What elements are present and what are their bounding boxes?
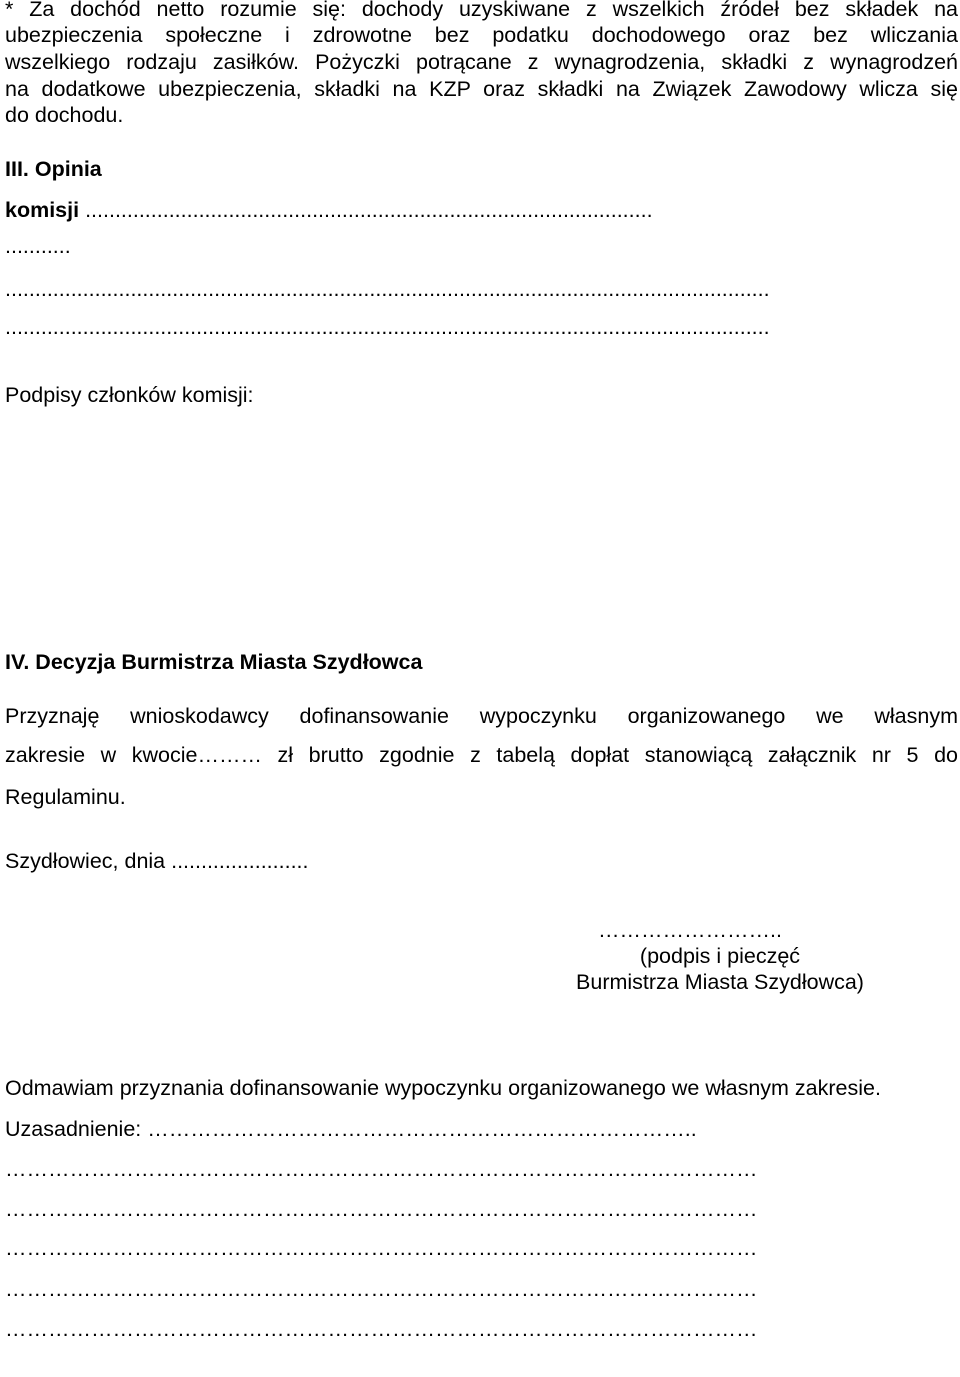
- section-3-heading: III. Opinia: [5, 157, 102, 181]
- place-date: Szydłowiec, dnia .......................: [5, 849, 309, 873]
- justification-dots: …………………………………………………………………..: [147, 1117, 697, 1141]
- grant-line-3: Regulaminu.: [5, 785, 126, 809]
- justification-dots-line: ……………………………………………………………………………………………: [5, 1157, 758, 1181]
- justification-dots-line: ……………………………………………………………………………………………: [5, 1277, 758, 1301]
- footnote-line-1: * Za dochód netto rozumie się: dochody uzyskiwane z wszelkich źródeł bez składek na: [5, 0, 958, 21]
- opinion-dots-line-2: ...........: [5, 234, 71, 258]
- footnote-line-3: wszelkiego rodzaju zasiłków. Pożyczki potrącane z wynagrodzenia, składki z wynagrodzeń: [5, 50, 958, 74]
- justification-dots-line: ……………………………………………………………………………………………: [5, 1317, 758, 1341]
- signature-caption-line-1: (podpis i pieczęć: [639, 944, 801, 968]
- justification-dots-line: ……………………………………………………………………………………………: [5, 1236, 758, 1260]
- komisji-dots: ...............................................................................................: [85, 198, 653, 222]
- grant-line-1: Przyznaję wnioskodawcy dofinansowanie wypoczynku organizowanego we własnym: [5, 704, 958, 728]
- signature-caption-line-2: Burmistrza Miasta Szydłowca): [576, 970, 864, 994]
- justification-dots-line: ……………………………………………………………………………………………: [5, 1197, 758, 1221]
- footnote-line-2: ubezpieczenia społeczne i zdrowotne bez podatku dochodowego oraz bez wliczania: [5, 23, 958, 47]
- signatures-label: Podpisy członków komisji:: [5, 383, 254, 407]
- opinion-dots-line-4: ................................................................................................................................: [5, 315, 770, 339]
- refusal-text: Odmawiam przyznania dofinansowanie wypoczynku organizowanego we własnym zakresie.: [5, 1076, 881, 1100]
- signature-dots: ……………………..: [598, 918, 782, 942]
- footnote-line-4: na dodatkowe ubezpieczenia, składki na KZP oraz składki na Związek Zawodowy wlicza się: [5, 77, 958, 101]
- justification-line: [5, 1117, 958, 1142]
- grant-line-2: zakresie w kwocie……… zł brutto zgodnie z tabelą dopłat stanowiącą załącznik nr 5 do: [5, 743, 958, 767]
- komisji-label: komisji: [5, 198, 80, 222]
- justification-label: Uzasadnienie:: [5, 1117, 142, 1141]
- section-4-heading: IV. Decyzja Burmistrza Miasta Szydłowca: [5, 650, 423, 674]
- opinion-dots-line-3: ................................................................................................................................: [5, 277, 770, 301]
- komisji-line: [5, 198, 958, 223]
- footnote-line-5: do dochodu.: [5, 103, 124, 127]
